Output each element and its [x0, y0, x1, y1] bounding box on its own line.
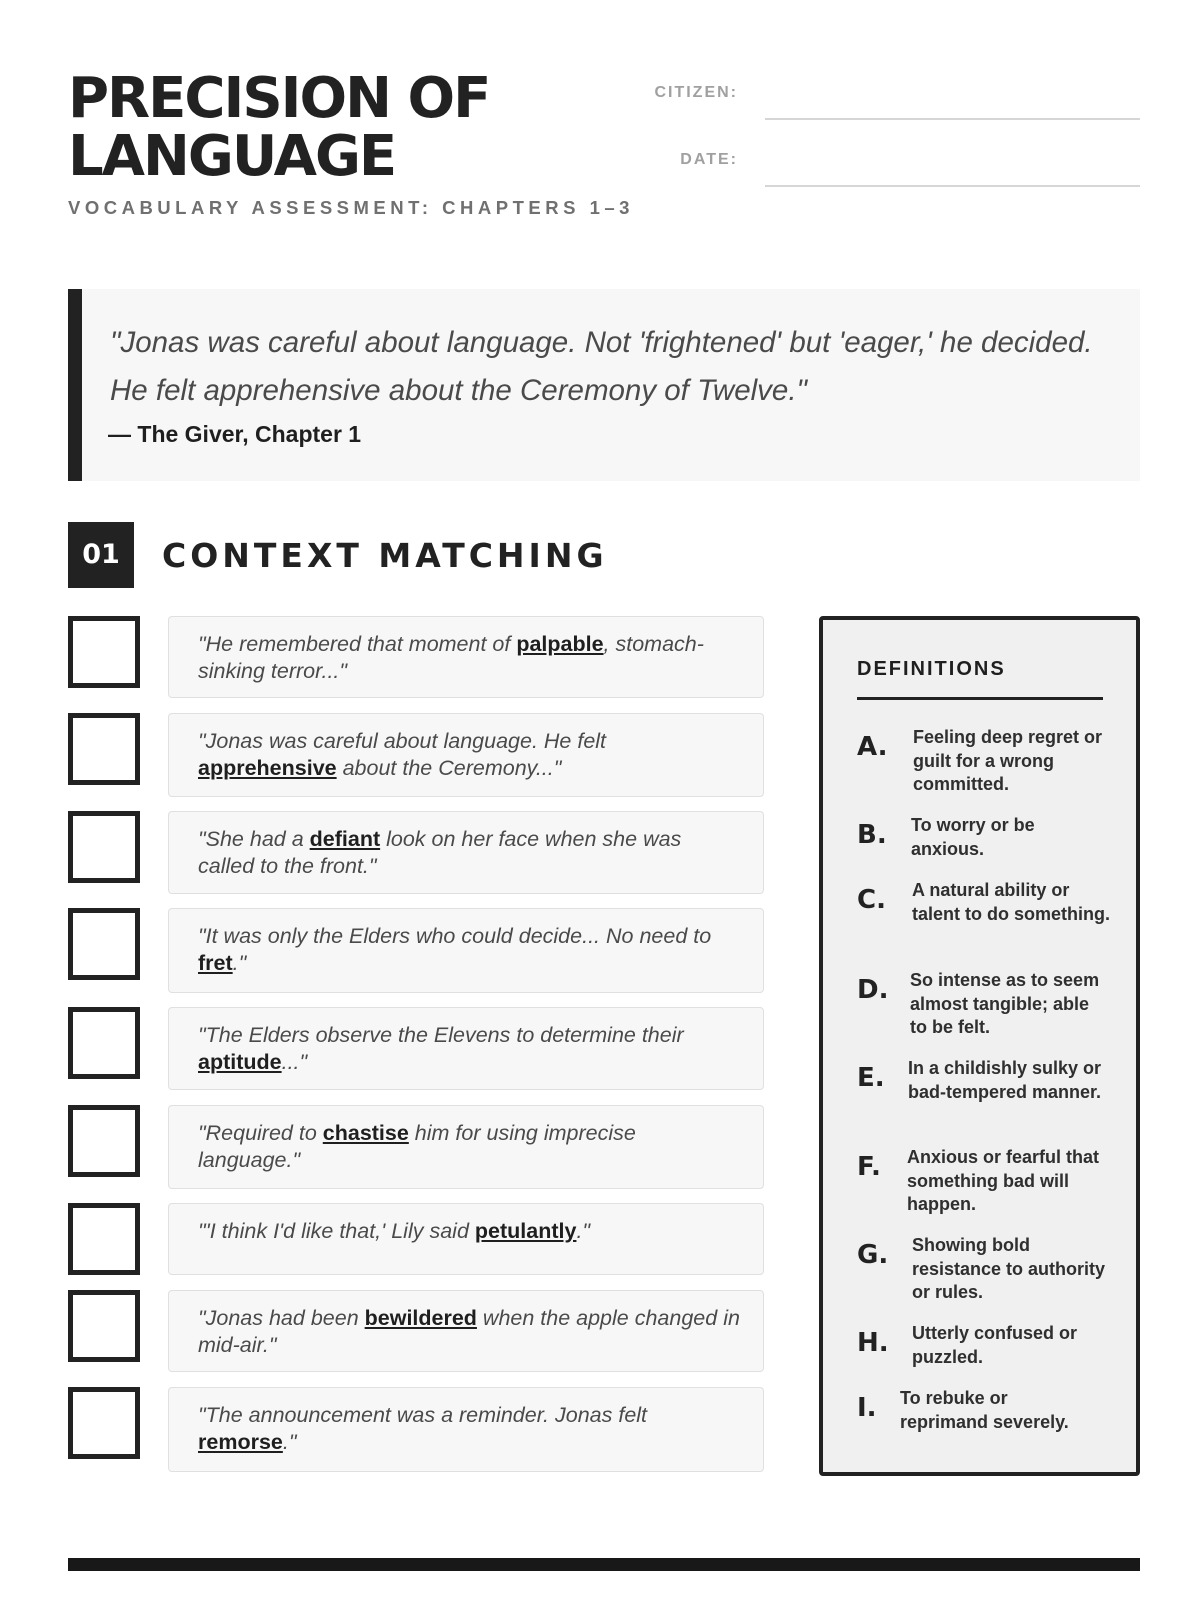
- vocab-word: apprehensive: [198, 756, 337, 780]
- definition-letter: D.: [857, 975, 889, 1005]
- sentence-text: "'I think I'd like that,' Lily said: [198, 1219, 475, 1243]
- page-title: PRECISION OF LANGUAGE: [68, 66, 490, 189]
- epigraph-quote: [68, 289, 1140, 481]
- context-sentence-2: [168, 713, 764, 797]
- sentence-text: .": [576, 1219, 591, 1243]
- vocab-word: remorse: [198, 1430, 283, 1454]
- sentence-text: "Required to: [198, 1121, 323, 1145]
- date-label: DATE:: [680, 151, 738, 168]
- vocab-word: chastise: [322, 1121, 409, 1145]
- context-sentence-8: [168, 1290, 764, 1372]
- sentence-text: him for using imprecise language.": [198, 1121, 636, 1172]
- context-sentence-4: [168, 908, 764, 993]
- definition-text: Showing bold resistance to authority or rules.: [912, 1235, 1106, 1302]
- sentence-text: "She had a: [198, 827, 310, 851]
- context-sentence-1: [168, 616, 764, 698]
- answer-box-4[interactable]: [68, 908, 140, 980]
- answer-box-3[interactable]: [68, 811, 140, 883]
- sentence-text: .": [232, 951, 247, 975]
- sentence-text: .": [282, 1430, 297, 1454]
- answer-box-2[interactable]: [68, 713, 140, 785]
- context-sentence-7: [168, 1203, 764, 1275]
- definition-text: To worry or be anxious.: [911, 815, 1035, 859]
- definition-text: To rebuke or reprimand severely.: [900, 1388, 1069, 1432]
- answer-box-7[interactable]: [68, 1203, 140, 1275]
- answer-box-5[interactable]: [68, 1007, 140, 1079]
- definition-letter: B.: [857, 820, 887, 850]
- answer-box-6[interactable]: [68, 1105, 140, 1177]
- definition-text: Feeling deep regret or guilt for a wrong committed.: [913, 727, 1103, 794]
- sentence-text: "Jonas had been: [198, 1306, 365, 1330]
- sentence-text: "It was only the Elders who could decide... No need to: [198, 924, 712, 948]
- definition-letter: A.: [857, 732, 888, 762]
- vocab-word: aptitude: [198, 1050, 282, 1074]
- sentence-text: when the apple changed in mid-air.": [198, 1306, 740, 1357]
- context-sentence-5: [168, 1007, 764, 1090]
- page-subtitle: VOCABULARY ASSESSMENT: CHAPTERS 1–3: [68, 197, 634, 218]
- answer-box-8[interactable]: [68, 1290, 140, 1362]
- sentence-text: "Jonas was careful about language. He felt: [198, 729, 607, 753]
- vocab-word: defiant: [309, 827, 381, 851]
- citizen-field[interactable]: [765, 100, 1140, 120]
- vocab-word: fret: [198, 951, 233, 975]
- section-title: CONTEXT MATCHING: [162, 536, 608, 575]
- sentence-text: "The announcement was a reminder. Jonas felt: [198, 1403, 648, 1427]
- definition-letter: G.: [857, 1240, 889, 1270]
- definition-text: So intense as to seem almost tangible; able to be felt.: [910, 970, 1100, 1037]
- sentence-text: "The Elders observe the Elevens to determine their: [198, 1023, 684, 1047]
- answer-box-1[interactable]: [68, 616, 140, 688]
- definition-letter: I.: [857, 1393, 877, 1423]
- section-number: 01: [68, 522, 134, 588]
- definition-text: In a childishly sulky or bad-tempered manner.: [908, 1058, 1102, 1102]
- sentence-text: , stomach-sinking terror...": [198, 632, 704, 683]
- definition-letter: E.: [857, 1063, 885, 1093]
- quote-source: — The Giver, Chapter 1: [108, 421, 362, 447]
- definition-text: Anxious or fearful that something bad will happen.: [907, 1147, 1100, 1214]
- date-field[interactable]: [765, 167, 1140, 187]
- context-sentence-6: [168, 1105, 764, 1189]
- definition-letter: C.: [857, 885, 886, 915]
- vocab-word: petulantly: [474, 1219, 577, 1243]
- footer-rule: [68, 1558, 1140, 1571]
- definitions-title: DEFINITIONS: [857, 658, 1103, 700]
- definition-letter: F.: [857, 1152, 881, 1182]
- sentence-text: look on her face when she was called to the front.": [198, 827, 682, 878]
- definition-letter: H.: [857, 1328, 889, 1358]
- vocab-word: bewildered: [364, 1306, 477, 1330]
- definition-text: Utterly confused or puzzled.: [912, 1323, 1078, 1367]
- sentence-text: ...": [281, 1050, 308, 1074]
- context-sentence-3: [168, 811, 764, 894]
- citizen-label: CITIZEN:: [654, 84, 738, 101]
- answer-box-9[interactable]: [68, 1387, 140, 1459]
- sentence-text: about the Ceremony...": [336, 756, 562, 780]
- definitions-panel: [819, 616, 1140, 1476]
- sentence-text: "He remembered that moment of: [198, 632, 517, 656]
- context-sentence-9: [168, 1387, 764, 1472]
- definition-text: A natural ability or talent to do something.: [912, 880, 1110, 924]
- vocab-word: palpable: [516, 632, 604, 656]
- quote-text: "Jonas was careful about language. Not 'frightened' but 'eager,' he decided. He felt apprehensive about the Ceremony of Twelve.": [110, 326, 1093, 407]
